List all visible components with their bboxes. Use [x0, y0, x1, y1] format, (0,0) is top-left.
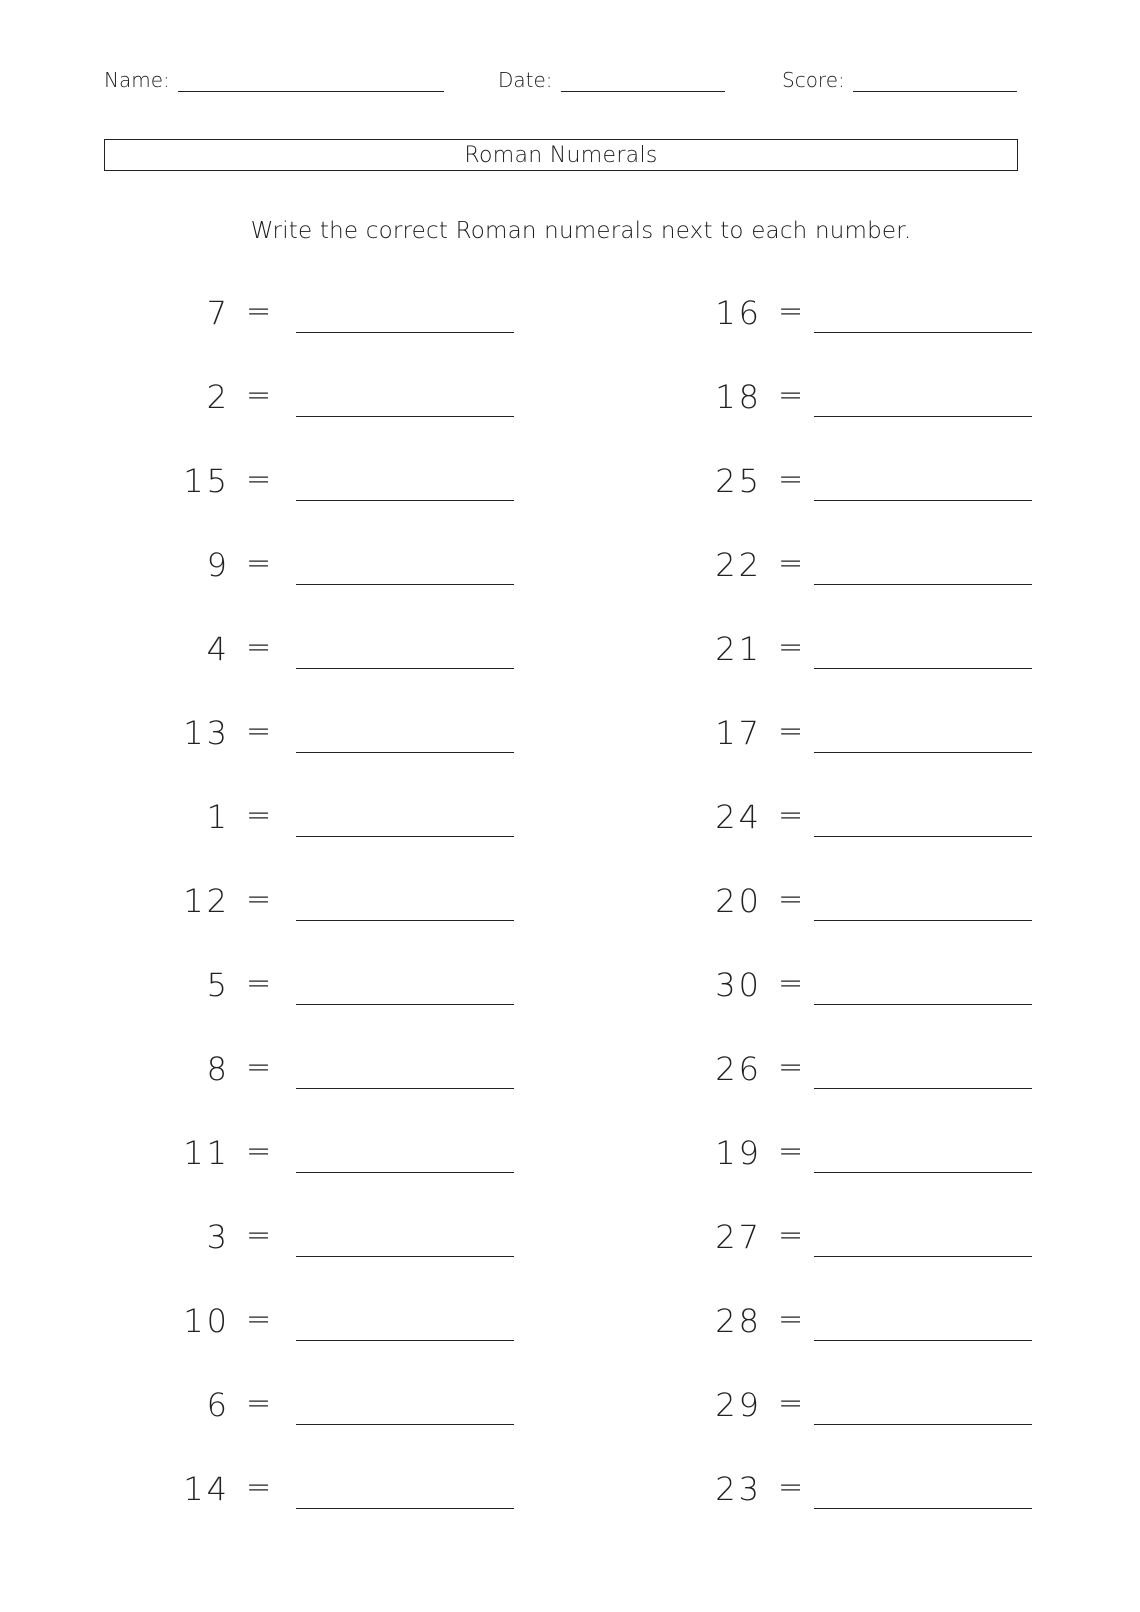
answer-blank-line[interactable] — [814, 668, 1032, 669]
problem-row — [670, 1382, 1070, 1466]
answer-blank-line[interactable] — [814, 1424, 1032, 1425]
answer-blank-line[interactable] — [296, 500, 514, 501]
equals-sign: = — [246, 798, 272, 833]
date-label: Date: — [498, 68, 553, 92]
problem-row — [670, 710, 1070, 794]
date-blank-line[interactable] — [561, 71, 725, 92]
answer-blank-line[interactable] — [814, 584, 1032, 585]
problem-row — [670, 1046, 1070, 1130]
problem-row — [150, 374, 550, 458]
problem-number: 1 — [206, 798, 230, 836]
equals-sign: = — [246, 462, 272, 497]
answer-blank-line[interactable] — [296, 1508, 514, 1509]
equals-sign: = — [246, 546, 272, 581]
problem-row — [670, 878, 1070, 962]
answer-blank-line[interactable] — [814, 500, 1032, 501]
problem-row — [670, 542, 1070, 626]
problem-number: 28 — [715, 1302, 762, 1340]
problem-number: 4 — [206, 630, 230, 668]
problem-number: 7 — [206, 294, 230, 332]
problem-row — [150, 1130, 550, 1214]
problem-number: 11 — [183, 1134, 230, 1172]
right-problem-column — [670, 290, 1070, 1550]
instructions-text: Write the correct Roman numerals next to each number. — [250, 218, 912, 244]
problem-number: 16 — [715, 294, 762, 332]
problem-number: 14 — [183, 1470, 230, 1508]
problem-row — [150, 290, 550, 374]
answer-blank-line[interactable] — [814, 1340, 1032, 1341]
problem-row — [670, 290, 1070, 374]
answer-blank-line[interactable] — [814, 416, 1032, 417]
score-blank-line[interactable] — [853, 71, 1017, 92]
equals-sign: = — [778, 966, 804, 1001]
problem-number: 9 — [206, 546, 230, 584]
problem-number: 19 — [715, 1134, 762, 1172]
problem-number: 24 — [715, 798, 762, 836]
equals-sign: = — [778, 1470, 804, 1505]
date-field — [498, 68, 725, 92]
problem-row — [670, 1214, 1070, 1298]
problem-number: 26 — [715, 1050, 762, 1088]
problem-row — [150, 1382, 550, 1466]
problem-number: 29 — [715, 1386, 762, 1424]
problem-row — [670, 962, 1070, 1046]
answer-blank-line[interactable] — [814, 1004, 1032, 1005]
answer-blank-line[interactable] — [296, 920, 514, 921]
problem-row — [670, 1466, 1070, 1550]
problem-number: 22 — [715, 546, 762, 584]
problem-number: 25 — [715, 462, 762, 500]
equals-sign: = — [246, 1218, 272, 1253]
score-label: Score: — [782, 68, 845, 92]
problem-row — [150, 458, 550, 542]
problem-row — [670, 458, 1070, 542]
equals-sign: = — [778, 798, 804, 833]
problem-row — [150, 542, 550, 626]
equals-sign: = — [246, 1134, 272, 1169]
equals-sign: = — [778, 714, 804, 749]
problem-number: 6 — [206, 1386, 230, 1424]
answer-blank-line[interactable] — [296, 1172, 514, 1173]
answer-blank-line[interactable] — [814, 836, 1032, 837]
problem-row — [150, 1214, 550, 1298]
answer-blank-line[interactable] — [296, 1340, 514, 1341]
problem-number: 17 — [715, 714, 762, 752]
problem-number: 18 — [715, 378, 762, 416]
worksheet-title: Roman Numerals — [104, 139, 1018, 171]
name-label: Name: — [104, 68, 170, 92]
problem-number: 15 — [183, 462, 230, 500]
answer-blank-line[interactable] — [814, 1172, 1032, 1173]
problem-row — [150, 794, 550, 878]
answer-blank-line[interactable] — [814, 1256, 1032, 1257]
equals-sign: = — [778, 1050, 804, 1085]
answer-blank-line[interactable] — [296, 584, 514, 585]
answer-blank-line[interactable] — [296, 1424, 514, 1425]
problem-number: 10 — [183, 1302, 230, 1340]
answer-blank-line[interactable] — [814, 332, 1032, 333]
problem-row — [670, 794, 1070, 878]
equals-sign: = — [246, 882, 272, 917]
problem-row — [670, 1298, 1070, 1382]
problem-number: 23 — [715, 1470, 762, 1508]
problem-number: 2 — [206, 378, 230, 416]
problem-number: 21 — [715, 630, 762, 668]
answer-blank-line[interactable] — [296, 1088, 514, 1089]
equals-sign: = — [246, 1470, 272, 1505]
equals-sign: = — [246, 378, 272, 413]
score-field — [782, 68, 1017, 92]
problem-number: 30 — [715, 966, 762, 1004]
answer-blank-line[interactable] — [296, 332, 514, 333]
equals-sign: = — [778, 882, 804, 917]
problem-row — [150, 962, 550, 1046]
problem-number: 5 — [206, 966, 230, 1004]
equals-sign: = — [778, 378, 804, 413]
answer-blank-line[interactable] — [296, 668, 514, 669]
answer-blank-line[interactable] — [296, 836, 514, 837]
equals-sign: = — [778, 630, 804, 665]
answer-blank-line[interactable] — [814, 752, 1032, 753]
problem-row — [150, 1466, 550, 1550]
problem-row — [150, 626, 550, 710]
problem-number: 13 — [183, 714, 230, 752]
problem-row — [150, 878, 550, 962]
equals-sign: = — [778, 1302, 804, 1337]
answer-blank-line[interactable] — [296, 1256, 514, 1257]
equals-sign: = — [246, 1386, 272, 1421]
name-blank-line[interactable] — [178, 71, 444, 92]
answer-blank-line[interactable] — [814, 1088, 1032, 1089]
problem-number: 12 — [183, 882, 230, 920]
problem-number: 3 — [206, 1218, 230, 1256]
problem-row — [150, 1298, 550, 1382]
equals-sign: = — [246, 1050, 272, 1085]
equals-sign: = — [778, 462, 804, 497]
equals-sign: = — [246, 294, 272, 329]
equals-sign: = — [246, 1302, 272, 1337]
answer-blank-line[interactable] — [296, 1004, 514, 1005]
name-field — [104, 68, 444, 92]
problem-row — [150, 1046, 550, 1130]
problem-row — [670, 374, 1070, 458]
equals-sign: = — [778, 1386, 804, 1421]
problem-row — [150, 710, 550, 794]
equals-sign: = — [778, 1134, 804, 1169]
equals-sign: = — [778, 294, 804, 329]
problem-number: 27 — [715, 1218, 762, 1256]
equals-sign: = — [778, 1218, 804, 1253]
answer-blank-line[interactable] — [296, 752, 514, 753]
answer-blank-line[interactable] — [296, 416, 514, 417]
problem-row — [670, 1130, 1070, 1214]
equals-sign: = — [778, 546, 804, 581]
equals-sign: = — [246, 714, 272, 749]
equals-sign: = — [246, 966, 272, 1001]
problem-row — [670, 626, 1070, 710]
problem-number: 8 — [206, 1050, 230, 1088]
equals-sign: = — [246, 630, 272, 665]
answer-blank-line[interactable] — [814, 1508, 1032, 1509]
answer-blank-line[interactable] — [814, 920, 1032, 921]
problem-number: 20 — [715, 882, 762, 920]
left-problem-column — [150, 290, 550, 1550]
